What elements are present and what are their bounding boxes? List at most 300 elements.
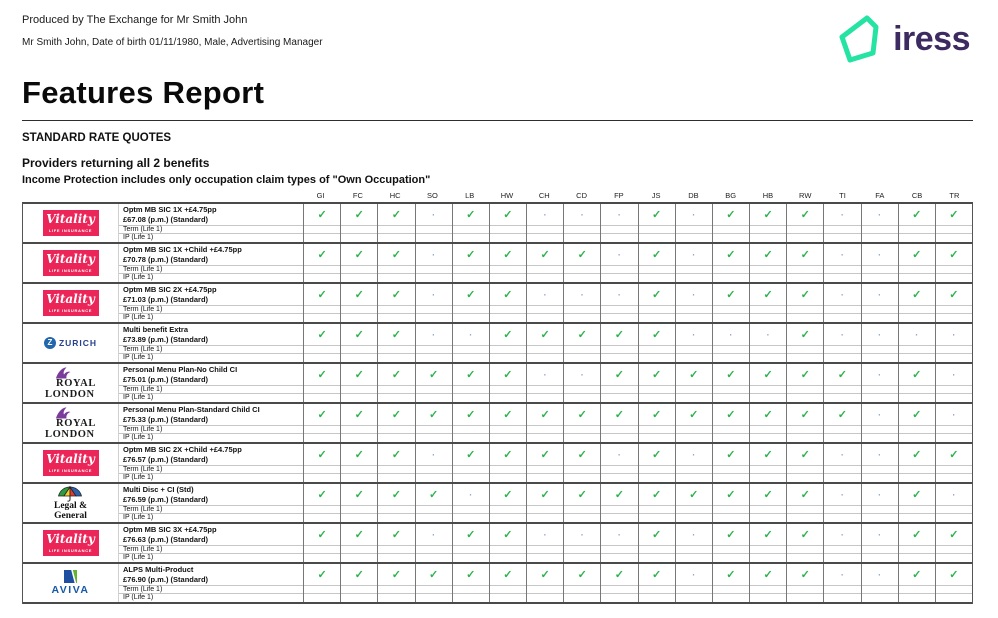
- check-icon: ✓: [639, 324, 675, 346]
- feature-cell-lb: [452, 404, 489, 442]
- feature-cell-hc: [377, 364, 414, 402]
- feature-cell-ti: [823, 284, 860, 322]
- check-icon: ✓: [416, 564, 452, 586]
- column-header-cd: CD: [576, 191, 587, 200]
- column-header-fp: FP: [614, 191, 624, 200]
- check-icon: ✓: [750, 444, 786, 466]
- product-name: Optm MB SIC 3X +£4.75pp: [123, 525, 217, 534]
- feature-cell-rw: [786, 444, 823, 482]
- feature-cell-hw: [489, 404, 526, 442]
- feature-cell-js: [638, 524, 675, 562]
- feature-cell-ti: [823, 324, 860, 362]
- check-icon: ✓: [304, 444, 340, 466]
- feature-cell-cd: [563, 284, 600, 322]
- feature-grid: [303, 444, 972, 482]
- check-icon: ✓: [378, 444, 414, 466]
- check-icon: ✓: [750, 484, 786, 506]
- feature-cell-hw: [489, 204, 526, 242]
- check-icon: ✓: [601, 404, 637, 426]
- check-icon: ✓: [713, 204, 749, 226]
- check-icon: ✓: [341, 444, 377, 466]
- vitality-logo-subtext: LIFE INSURANCE: [48, 548, 93, 553]
- check-icon: ✓: [564, 404, 600, 426]
- check-icon: ✓: [936, 204, 972, 226]
- quote-row: [23, 404, 972, 444]
- feature-cell-cb: [898, 244, 935, 282]
- feature-cell-gi: [303, 364, 340, 402]
- check-icon: ✓: [787, 244, 823, 266]
- feature-grid: [303, 284, 972, 322]
- feature-cell-ti: [823, 524, 860, 562]
- product-price: £70.78 (p.m.) (Standard): [123, 255, 209, 264]
- column-headers-labels: [302, 188, 973, 202]
- feature-grid: [303, 524, 972, 562]
- iress-shard-icon: [836, 14, 886, 64]
- product-info-block: [119, 364, 303, 386]
- dash-icon: ·: [824, 564, 860, 586]
- product-info-block: [119, 524, 303, 546]
- feature-cell-gi: [303, 444, 340, 482]
- check-icon: ✓: [490, 444, 526, 466]
- check-icon: ✓: [564, 244, 600, 266]
- feature-cell-db: [675, 244, 712, 282]
- feature-cell-cd: [563, 524, 600, 562]
- legal-general-line1: Legal &: [54, 501, 87, 511]
- feature-cell-bg: [712, 204, 749, 242]
- check-icon: ✓: [787, 484, 823, 506]
- dash-icon: ·: [564, 524, 600, 546]
- feature-cell-rw: [786, 524, 823, 562]
- quote-row: [23, 484, 972, 524]
- quote-row: [23, 324, 972, 364]
- feature-cell-js: [638, 324, 675, 362]
- dash-icon: ·: [899, 324, 935, 346]
- feature-cell-cd: [563, 244, 600, 282]
- check-icon: ✓: [750, 564, 786, 586]
- column-header-hw: HW: [500, 191, 514, 200]
- check-icon: ✓: [564, 564, 600, 586]
- check-icon: ✓: [378, 324, 414, 346]
- feature-cell-ch: [526, 484, 563, 522]
- feature-cell-rw: [786, 284, 823, 322]
- feature-grid: [303, 244, 972, 282]
- dash-icon: ·: [676, 244, 712, 266]
- feature-cell-cb: [898, 404, 935, 442]
- feature-cell-js: [638, 444, 675, 482]
- check-icon: ✓: [564, 484, 600, 506]
- product-info-block: [119, 244, 303, 266]
- feature-cell-cd: [563, 444, 600, 482]
- section-heading: STANDARD RATE QUOTES: [22, 132, 172, 144]
- product-price: £71.03 (p.m.) (Standard): [123, 295, 209, 304]
- legal-general-line2: General: [54, 510, 87, 521]
- feature-cell-fa: [861, 324, 898, 362]
- provider-logo-cell: [23, 364, 118, 402]
- feature-cell-tr: [935, 444, 972, 482]
- feature-cell-db: [675, 524, 712, 562]
- feature-cell-lb: [452, 324, 489, 362]
- feature-cell-lb: [452, 564, 489, 602]
- feature-cell-hw: [489, 564, 526, 602]
- check-icon: ✓: [601, 564, 637, 586]
- feature-cell-fc: [340, 244, 377, 282]
- feature-cell-tr: [935, 524, 972, 562]
- product-price: £76.59 (p.m.) (Standard): [123, 495, 209, 504]
- product-cell: [118, 324, 303, 362]
- product-cell: [118, 244, 303, 282]
- feature-cell-fp: [600, 324, 637, 362]
- quote-row: [23, 524, 972, 564]
- feature-cell-so: [415, 284, 452, 322]
- feature-cell-lb: [452, 284, 489, 322]
- zurich-z-icon: Z: [44, 337, 56, 349]
- feature-cell-fp: [600, 524, 637, 562]
- feature-cell-bg: [712, 244, 749, 282]
- dash-icon: ·: [936, 484, 972, 506]
- check-icon: ✓: [341, 204, 377, 226]
- benefit-ip-label: IP (Life 1): [123, 554, 154, 561]
- feature-cell-hb: [749, 244, 786, 282]
- column-header-ch: CH: [538, 191, 550, 200]
- feature-cell-hw: [489, 484, 526, 522]
- dash-icon: ·: [676, 524, 712, 546]
- vitality-logo: [43, 210, 99, 236]
- zurich-logo: [44, 337, 97, 349]
- feature-cell-so: [415, 564, 452, 602]
- feature-cell-gi: [303, 204, 340, 242]
- check-icon: ✓: [378, 204, 414, 226]
- check-icon: ✓: [490, 484, 526, 506]
- dash-icon: ·: [862, 244, 898, 266]
- product-price: £73.89 (p.m.) (Standard): [123, 335, 209, 344]
- check-icon: ✓: [416, 364, 452, 386]
- check-icon: ✓: [453, 564, 489, 586]
- check-icon: ✓: [490, 524, 526, 546]
- check-icon: ✓: [787, 404, 823, 426]
- check-icon: ✓: [899, 244, 935, 266]
- feature-cell-lb: [452, 244, 489, 282]
- dash-icon: ·: [862, 564, 898, 586]
- check-icon: ✓: [341, 364, 377, 386]
- feature-cell-fp: [600, 564, 637, 602]
- product-price: £75.33 (p.m.) (Standard): [123, 415, 209, 424]
- feature-cell-rw: [786, 364, 823, 402]
- benefit-term-label: Term (Life 1): [119, 346, 303, 354]
- check-icon: ✓: [453, 244, 489, 266]
- vitality-logo-text: Vitality: [46, 212, 95, 226]
- provider-logo-cell: [23, 404, 118, 442]
- check-icon: ✓: [453, 204, 489, 226]
- feature-cell-hw: [489, 284, 526, 322]
- feature-cell-fa: [861, 364, 898, 402]
- feature-cell-fp: [600, 444, 637, 482]
- product-name: Optm MB SIC 1X +Child +£4.75pp: [123, 245, 242, 254]
- check-icon: ✓: [899, 284, 935, 306]
- dash-icon: ·: [824, 324, 860, 346]
- feature-cell-ch: [526, 324, 563, 362]
- check-icon: ✓: [453, 284, 489, 306]
- provider-logo-cell: [23, 564, 118, 602]
- feature-cell-hb: [749, 404, 786, 442]
- product-cell: [118, 204, 303, 242]
- product-price: £76.63 (p.m.) (Standard): [123, 535, 209, 544]
- product-name: Optm MB SIC 2X +Child +£4.75pp: [123, 445, 242, 454]
- check-icon: ✓: [824, 364, 860, 386]
- product-info-block: [119, 484, 303, 506]
- feature-cell-gi: [303, 484, 340, 522]
- product-price: £76.90 (p.m.) (Standard): [123, 575, 209, 584]
- product-cell: [118, 564, 303, 602]
- income-protection-note: Income Protection includes only occupation claim types of "Own Occupation": [22, 174, 431, 186]
- feature-cell-tr: [935, 244, 972, 282]
- dash-icon: ·: [824, 244, 860, 266]
- column-header-so: SO: [427, 191, 438, 200]
- check-icon: ✓: [304, 244, 340, 266]
- column-header-tr: TR: [949, 191, 960, 200]
- dash-icon: ·: [601, 444, 637, 466]
- feature-cell-so: [415, 444, 452, 482]
- check-icon: ✓: [936, 524, 972, 546]
- dash-icon: ·: [601, 524, 637, 546]
- benefit-ip-label: IP (Life 1): [123, 354, 154, 361]
- royal-london-logo: [45, 366, 96, 400]
- feature-cell-cb: [898, 364, 935, 402]
- feature-cell-hw: [489, 324, 526, 362]
- benefit-term-label: Term (Life 1): [119, 226, 303, 234]
- check-icon: ✓: [378, 364, 414, 386]
- feature-cell-ch: [526, 244, 563, 282]
- check-icon: ✓: [713, 244, 749, 266]
- feature-cell-tr: [935, 324, 972, 362]
- product-info-block: [119, 404, 303, 426]
- column-header-fc: FC: [352, 191, 363, 200]
- dash-icon: ·: [676, 444, 712, 466]
- dash-icon: ·: [416, 244, 452, 266]
- product-info-block: [119, 564, 303, 586]
- check-icon: ✓: [490, 564, 526, 586]
- check-icon: ✓: [899, 364, 935, 386]
- check-icon: ✓: [453, 444, 489, 466]
- check-icon: ✓: [490, 364, 526, 386]
- check-icon: ✓: [787, 444, 823, 466]
- feature-cell-hc: [377, 324, 414, 362]
- dash-icon: ·: [676, 284, 712, 306]
- check-icon: ✓: [341, 324, 377, 346]
- feature-cell-ti: [823, 564, 860, 602]
- feature-cell-hc: [377, 404, 414, 442]
- feature-cell-hb: [749, 284, 786, 322]
- check-icon: ✓: [304, 564, 340, 586]
- dash-icon: ·: [601, 204, 637, 226]
- column-header-db: DB: [688, 191, 699, 200]
- column-headers-spacer: [22, 188, 302, 202]
- check-icon: ✓: [787, 324, 823, 346]
- feature-cell-ti: [823, 444, 860, 482]
- feature-cell-js: [638, 564, 675, 602]
- dash-icon: ·: [453, 484, 489, 506]
- check-icon: ✓: [676, 364, 712, 386]
- feature-cell-tr: [935, 284, 972, 322]
- feature-cell-hc: [377, 244, 414, 282]
- quote-row: [23, 244, 972, 284]
- check-icon: ✓: [713, 364, 749, 386]
- feature-cell-bg: [712, 444, 749, 482]
- report-header: [22, 14, 973, 58]
- feature-cell-so: [415, 484, 452, 522]
- feature-cell-cd: [563, 404, 600, 442]
- dash-icon: ·: [824, 484, 860, 506]
- vitality-logo-subtext: LIFE INSURANCE: [48, 468, 93, 473]
- quote-row: [23, 204, 972, 244]
- check-icon: ✓: [899, 564, 935, 586]
- vitality-logo-subtext: LIFE INSURANCE: [48, 268, 93, 273]
- feature-cell-fa: [861, 244, 898, 282]
- check-icon: ✓: [378, 564, 414, 586]
- product-price: £75.01 (p.m.) (Standard): [123, 375, 209, 384]
- feature-cell-hw: [489, 244, 526, 282]
- quote-row: [23, 364, 972, 404]
- feature-cell-db: [675, 324, 712, 362]
- vitality-logo: [43, 450, 99, 476]
- check-icon: ✓: [490, 244, 526, 266]
- feature-cell-so: [415, 244, 452, 282]
- iress-logo-text: iress: [893, 20, 970, 58]
- feature-cell-fc: [340, 444, 377, 482]
- dash-icon: ·: [564, 204, 600, 226]
- feature-cell-gi: [303, 564, 340, 602]
- title-divider: [22, 120, 973, 121]
- column-headers-row: [22, 188, 973, 202]
- feature-cell-cd: [563, 484, 600, 522]
- dash-icon: ·: [862, 444, 898, 466]
- legal-general-umbrella-icon: [56, 485, 84, 502]
- feature-cell-fc: [340, 564, 377, 602]
- check-icon: ✓: [601, 324, 637, 346]
- feature-cell-cd: [563, 324, 600, 362]
- feature-cell-cb: [898, 284, 935, 322]
- feature-cell-fc: [340, 364, 377, 402]
- feature-cell-hc: [377, 524, 414, 562]
- check-icon: ✓: [936, 564, 972, 586]
- check-icon: ✓: [378, 244, 414, 266]
- feature-cell-fa: [861, 404, 898, 442]
- feature-cell-tr: [935, 364, 972, 402]
- aviva-logo: [51, 570, 89, 596]
- feature-cell-rw: [786, 484, 823, 522]
- feature-cell-rw: [786, 564, 823, 602]
- feature-cell-fc: [340, 524, 377, 562]
- product-cell: [118, 524, 303, 562]
- check-icon: ✓: [304, 324, 340, 346]
- product-price: £67.08 (p.m.) (Standard): [123, 215, 209, 224]
- check-icon: ✓: [304, 404, 340, 426]
- check-icon: ✓: [639, 564, 675, 586]
- feature-cell-fa: [861, 204, 898, 242]
- feature-grid: [303, 204, 972, 242]
- feature-cell-fa: [861, 444, 898, 482]
- product-price: £76.57 (p.m.) (Standard): [123, 455, 209, 464]
- produced-by-line: Produced by The Exchange for Mr Smith John: [22, 14, 248, 26]
- feature-cell-db: [675, 404, 712, 442]
- check-icon: ✓: [824, 404, 860, 426]
- column-header-js: JS: [651, 191, 661, 200]
- feature-cell-so: [415, 204, 452, 242]
- vitality-logo-text: Vitality: [46, 452, 95, 466]
- feature-cell-cb: [898, 524, 935, 562]
- vitality-logo: [43, 250, 99, 276]
- dash-icon: ·: [453, 324, 489, 346]
- feature-cell-hc: [377, 564, 414, 602]
- feature-grid: [303, 564, 972, 602]
- feature-cell-so: [415, 364, 452, 402]
- feature-cell-hc: [377, 284, 414, 322]
- feature-cell-js: [638, 484, 675, 522]
- vitality-logo: [43, 530, 99, 556]
- provider-logo-cell: [23, 484, 118, 522]
- legal-general-logo: [54, 485, 87, 521]
- dash-icon: ·: [564, 364, 600, 386]
- feature-cell-ti: [823, 484, 860, 522]
- feature-grid: [303, 324, 972, 362]
- check-icon: ✓: [601, 364, 637, 386]
- feature-cell-db: [675, 204, 712, 242]
- product-cell: [118, 404, 303, 442]
- product-info-block: [119, 444, 303, 466]
- royal-london-line1: ROYAL: [56, 378, 96, 389]
- check-icon: ✓: [341, 564, 377, 586]
- feature-cell-fa: [861, 524, 898, 562]
- dash-icon: ·: [862, 404, 898, 426]
- aviva-mark-icon: [64, 570, 77, 583]
- feature-cell-ch: [526, 524, 563, 562]
- check-icon: ✓: [527, 244, 563, 266]
- check-icon: ✓: [787, 564, 823, 586]
- product-name: Optm MB SIC 2X +£4.75pp: [123, 285, 217, 294]
- feature-cell-ch: [526, 284, 563, 322]
- check-icon: ✓: [787, 204, 823, 226]
- dash-icon: ·: [862, 484, 898, 506]
- feature-cell-bg: [712, 324, 749, 362]
- feature-cell-hb: [749, 444, 786, 482]
- dash-icon: ·: [824, 284, 860, 306]
- check-icon: ✓: [899, 524, 935, 546]
- feature-cell-db: [675, 284, 712, 322]
- dash-icon: ·: [824, 204, 860, 226]
- feature-cell-cb: [898, 324, 935, 362]
- quotes-table: [22, 188, 973, 604]
- feature-cell-hb: [749, 564, 786, 602]
- feature-cell-js: [638, 284, 675, 322]
- legal-general-logo-text: [54, 502, 87, 521]
- feature-cell-fc: [340, 324, 377, 362]
- feature-cell-ti: [823, 204, 860, 242]
- feature-cell-lb: [452, 364, 489, 402]
- royal-london-line2: LONDON: [45, 428, 95, 440]
- feature-cell-fp: [600, 404, 637, 442]
- feature-cell-fp: [600, 284, 637, 322]
- check-icon: ✓: [750, 284, 786, 306]
- feature-cell-hb: [749, 324, 786, 362]
- product-name: Multi benefit Extra: [123, 325, 189, 334]
- feature-cell-cd: [563, 204, 600, 242]
- check-icon: ✓: [304, 204, 340, 226]
- column-header-hb: HB: [762, 191, 774, 200]
- check-icon: ✓: [639, 524, 675, 546]
- feature-cell-lb: [452, 204, 489, 242]
- feature-cell-rw: [786, 324, 823, 362]
- dash-icon: ·: [862, 364, 898, 386]
- check-icon: ✓: [304, 364, 340, 386]
